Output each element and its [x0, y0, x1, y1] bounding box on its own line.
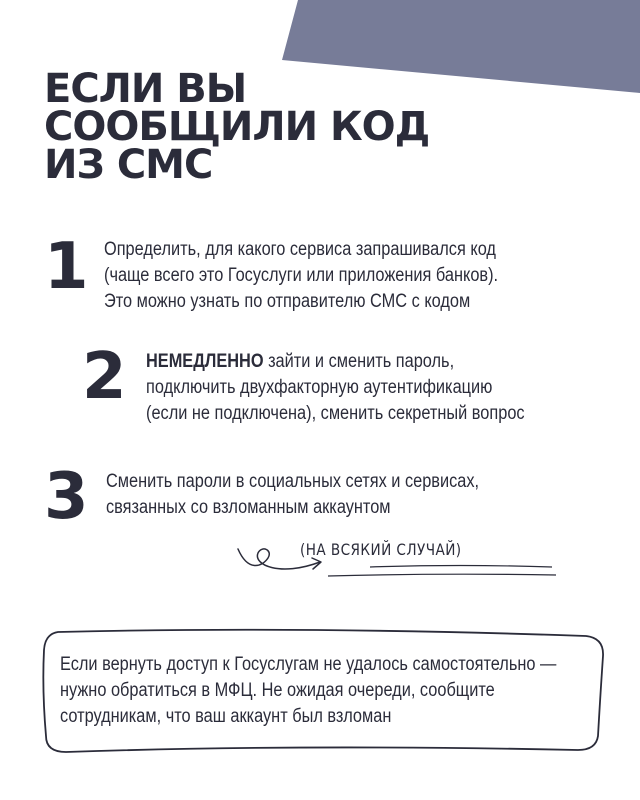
page-title: [44, 66, 484, 188]
step-line: (если не подключена), сменить секретный вопрос: [146, 403, 525, 424]
step-line: Это можно узнать по отправителю СМС с кодом: [104, 291, 471, 312]
callout-line: Если вернуть доступ к Госуслугам не удалось самостоятельно —: [60, 654, 557, 675]
note-underline-top: [370, 566, 552, 568]
callout-text: [60, 652, 556, 730]
step-line: Определить, для какого сервиса запрашивался код: [104, 239, 496, 260]
callout-line: сотрудникам, что ваш аккаунт был взломан: [60, 706, 392, 727]
step-line: (чаще всего это Госуслуги или приложения банков).: [104, 265, 499, 286]
note-underline-bottom: [328, 574, 556, 576]
step-line: Сменить пароли в социальных сетях и сервисах,: [106, 471, 480, 492]
step-line: [146, 349, 525, 375]
title-line: ИЗ СМС: [44, 142, 213, 188]
step-line: подключить двухфакторную аутентификацию: [146, 377, 493, 398]
step-text: [146, 349, 525, 427]
step-line: связанных со взломанным аккаунтом: [106, 497, 391, 518]
callout-line: нужно обратиться в МФЦ. Не ожидая очереди, сообщите: [60, 680, 495, 701]
step-emphasis: НЕМЕДЛЕННО: [146, 351, 264, 372]
step-number: 2: [82, 340, 127, 414]
handwritten-note: (НА ВСЯКИЙ СЛУЧАЙ): [300, 540, 462, 559]
step-text: [104, 237, 498, 315]
step-number: 3: [44, 460, 89, 534]
step-line-rest: зайти и сменить пароль,: [263, 351, 455, 372]
title-line: СООБЩИЛИ КОД: [44, 104, 430, 150]
step-number: 1: [44, 230, 89, 304]
title-line: ЕСЛИ ВЫ: [44, 66, 247, 112]
step-text: [106, 469, 479, 521]
